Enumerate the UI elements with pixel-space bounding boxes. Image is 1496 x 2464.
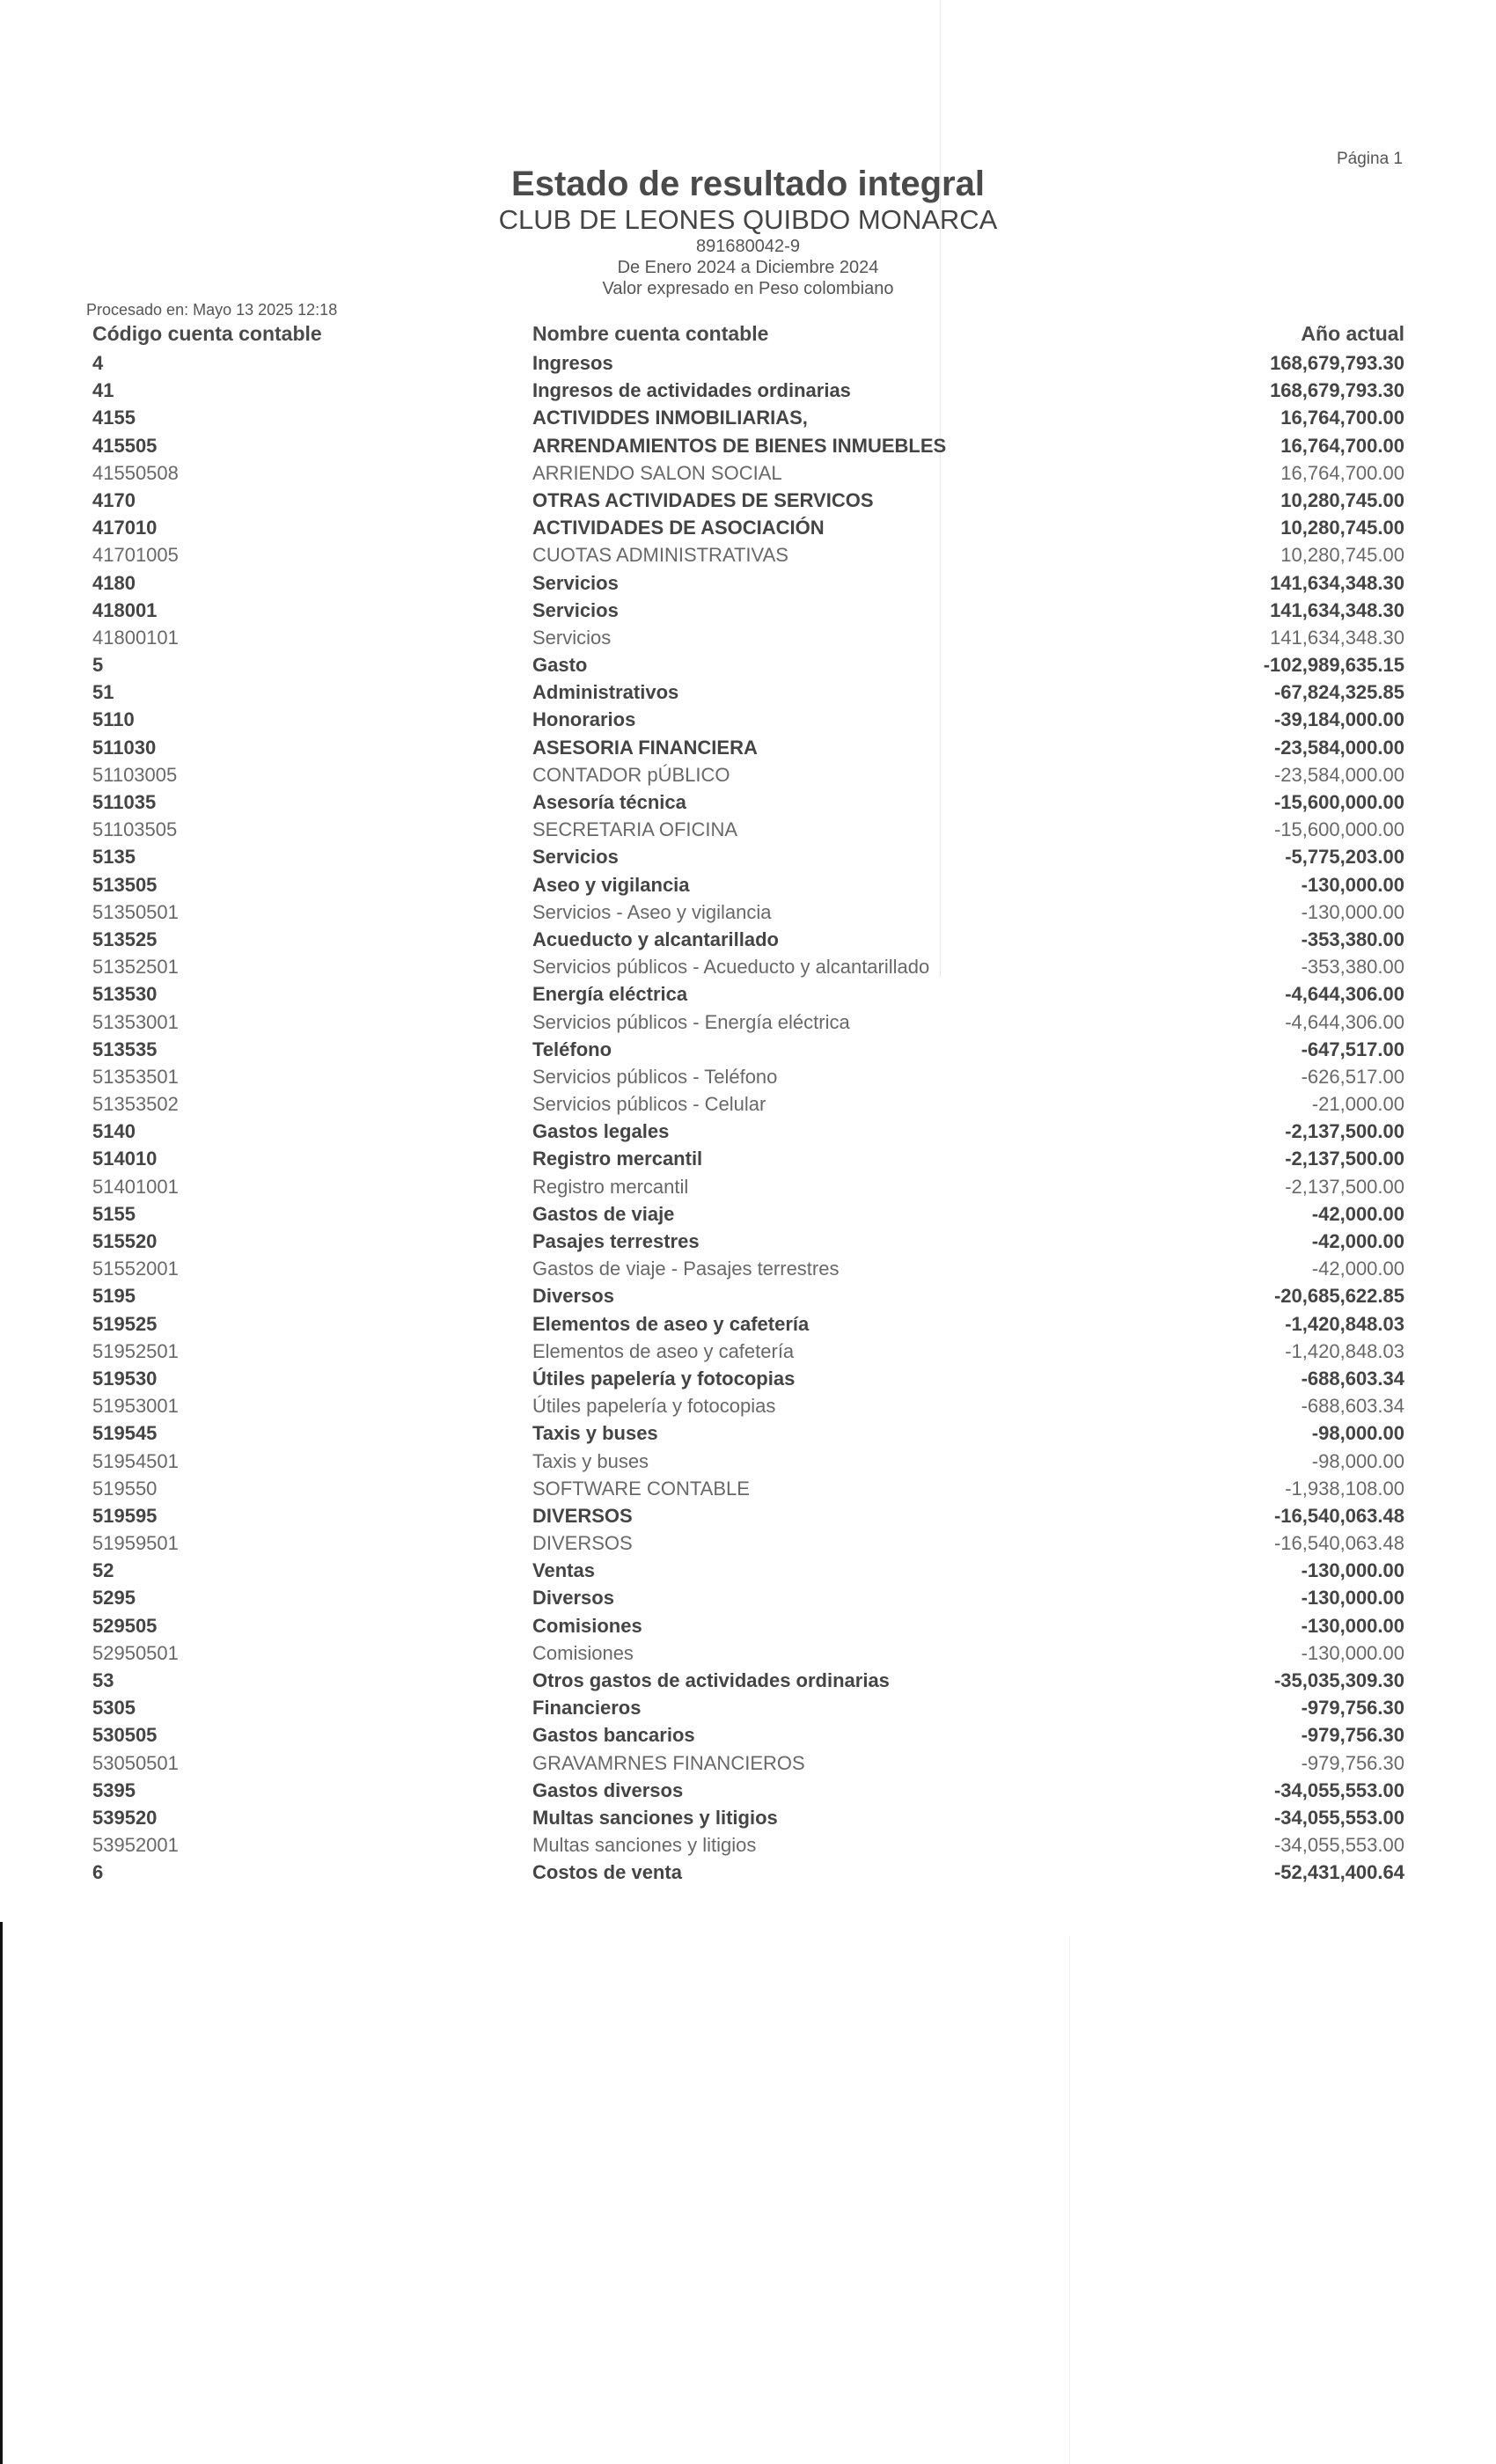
account-code: 513505 bbox=[92, 873, 158, 896]
account-value: -42,000.00 bbox=[1311, 1230, 1404, 1252]
account-code: 519525 bbox=[92, 1312, 158, 1335]
account-value: -688,603.34 bbox=[1301, 1367, 1404, 1390]
account-code: 417010 bbox=[92, 517, 158, 539]
account-name: Servicios bbox=[532, 846, 619, 869]
account-name: Multas sanciones y litigios bbox=[532, 1834, 757, 1857]
account-code: 51959501 bbox=[92, 1532, 179, 1555]
account-name: ASESORIA FINANCIERA bbox=[532, 736, 758, 759]
account-value: -353,380.00 bbox=[1301, 956, 1404, 979]
table-row bbox=[0, 788, 1496, 816]
account-name: Servicios públicos - Acueducto y alcantarillado bbox=[532, 956, 930, 979]
account-value: -39,184,000.00 bbox=[1273, 708, 1404, 731]
account-name: Servicios públicos - Celular bbox=[532, 1093, 766, 1116]
account-code: 530505 bbox=[92, 1724, 158, 1747]
table-row bbox=[0, 843, 1496, 870]
table-row bbox=[0, 871, 1496, 898]
account-name: Gastos de viaje - Pasajes terrestres bbox=[532, 1258, 840, 1280]
account-value: -98,000.00 bbox=[1311, 1422, 1404, 1445]
account-code: 529505 bbox=[92, 1614, 158, 1637]
account-code: 5140 bbox=[92, 1120, 136, 1143]
account-code: 5395 bbox=[92, 1778, 136, 1801]
table-row bbox=[0, 569, 1496, 597]
account-name: Teléfono bbox=[532, 1038, 612, 1060]
table-row bbox=[0, 1090, 1496, 1118]
account-name: Multas sanciones y litigios bbox=[532, 1806, 778, 1829]
account-name: ARRENDAMIENTOS DE BIENES INMUEBLES bbox=[532, 434, 947, 457]
column-header-code: Código cuenta contable bbox=[92, 322, 322, 345]
table-row bbox=[0, 459, 1496, 487]
table-row bbox=[0, 1310, 1496, 1338]
account-name: Elementos de aseo y cafetería bbox=[532, 1339, 795, 1362]
account-code: 51401001 bbox=[92, 1175, 179, 1198]
account-name: Pasajes terrestres bbox=[532, 1230, 700, 1252]
account-value: 10,280,745.00 bbox=[1280, 544, 1404, 567]
account-value: 141,634,348.30 bbox=[1270, 626, 1404, 649]
table-row bbox=[0, 1831, 1496, 1859]
account-code: 53050501 bbox=[92, 1751, 179, 1774]
table-row bbox=[0, 1419, 1496, 1447]
account-code: 51552001 bbox=[92, 1258, 179, 1280]
account-value: -2,137,500.00 bbox=[1285, 1120, 1404, 1143]
account-name: Servicios bbox=[532, 626, 612, 649]
account-value: -16,540,063.48 bbox=[1273, 1504, 1404, 1527]
account-name: Servicios bbox=[532, 571, 619, 594]
table-row bbox=[0, 1475, 1496, 1502]
table-row bbox=[0, 597, 1496, 624]
column-header-value: Año actual bbox=[1301, 322, 1404, 345]
account-code: 51 bbox=[92, 681, 114, 704]
account-name: Servicios - Aseo y vigilancia bbox=[532, 900, 772, 923]
account-value: -5,775,203.00 bbox=[1285, 846, 1404, 869]
account-value: -2,137,500.00 bbox=[1285, 1148, 1404, 1170]
account-code: 5295 bbox=[92, 1587, 136, 1610]
table-row bbox=[0, 1365, 1496, 1392]
account-value: -20,685,622.85 bbox=[1273, 1285, 1404, 1308]
table-row bbox=[0, 1804, 1496, 1831]
table-row bbox=[0, 953, 1496, 980]
account-code: 51103505 bbox=[92, 818, 178, 841]
account-name: Gastos legales bbox=[532, 1120, 670, 1143]
account-value: -15,600,000.00 bbox=[1273, 818, 1404, 841]
account-code: 51953001 bbox=[92, 1395, 179, 1418]
account-name: Ingresos de actividades ordinarias bbox=[532, 379, 851, 402]
account-value: -1,938,108.00 bbox=[1285, 1477, 1404, 1500]
account-code: 5195 bbox=[92, 1285, 136, 1308]
account-code: 5305 bbox=[92, 1697, 136, 1720]
scan-edge-mark bbox=[0, 1922, 3, 2464]
account-name: CONTADOR pÚBLICO bbox=[532, 763, 730, 786]
account-value: -688,603.34 bbox=[1301, 1395, 1404, 1418]
column-header-name: Nombre cuenta contable bbox=[532, 322, 769, 345]
account-name: Otros gastos de actividades ordinarias bbox=[532, 1669, 890, 1691]
account-value: -15,600,000.00 bbox=[1273, 791, 1404, 813]
table-row bbox=[0, 624, 1496, 651]
account-name: Administrativos bbox=[532, 681, 679, 704]
account-name: SECRETARIA OFICINA bbox=[532, 818, 738, 841]
account-value: -23,584,000.00 bbox=[1273, 763, 1404, 786]
account-code: 5135 bbox=[92, 846, 136, 869]
account-name: Servicios bbox=[532, 598, 619, 621]
account-code: 511030 bbox=[92, 736, 157, 759]
account-value: -35,035,309.30 bbox=[1273, 1669, 1404, 1691]
account-code: 519595 bbox=[92, 1504, 158, 1527]
account-name: Diversos bbox=[532, 1285, 614, 1308]
account-name: Ventas bbox=[532, 1559, 595, 1582]
account-table bbox=[0, 349, 1496, 1887]
table-row bbox=[0, 926, 1496, 953]
account-value: -42,000.00 bbox=[1311, 1202, 1404, 1225]
account-value: -42,000.00 bbox=[1311, 1258, 1404, 1280]
account-code: 41 bbox=[92, 379, 114, 402]
account-name: Financieros bbox=[532, 1697, 642, 1720]
account-value: 168,679,793.30 bbox=[1270, 379, 1404, 402]
account-value: -130,000.00 bbox=[1301, 1587, 1404, 1610]
table-row bbox=[0, 1612, 1496, 1639]
account-code: 51353501 bbox=[92, 1065, 179, 1088]
scan-fold-line bbox=[1069, 1936, 1070, 2464]
account-value: -23,584,000.00 bbox=[1273, 736, 1404, 759]
account-value: -130,000.00 bbox=[1301, 1614, 1404, 1637]
account-code: 51353502 bbox=[92, 1093, 179, 1116]
account-code: 519550 bbox=[92, 1477, 158, 1500]
account-code: 415505 bbox=[92, 434, 158, 457]
account-value: -102,989,635.15 bbox=[1263, 654, 1404, 677]
account-value: -979,756.30 bbox=[1301, 1697, 1404, 1720]
table-row bbox=[0, 1639, 1496, 1667]
account-code: 4 bbox=[92, 352, 104, 374]
account-name: Gastos bancarios bbox=[532, 1724, 695, 1747]
account-name: Registro mercantil bbox=[532, 1148, 703, 1170]
account-value: -34,055,553.00 bbox=[1273, 1778, 1404, 1801]
table-row bbox=[0, 706, 1496, 733]
table-row bbox=[0, 1063, 1496, 1090]
account-code: 41701005 bbox=[92, 544, 179, 567]
account-code: 539520 bbox=[92, 1806, 158, 1829]
account-code: 4170 bbox=[92, 488, 136, 511]
account-code: 53952001 bbox=[92, 1834, 179, 1857]
account-value: -353,380.00 bbox=[1301, 928, 1404, 950]
account-value: 10,280,745.00 bbox=[1280, 517, 1404, 539]
account-code: 51352501 bbox=[92, 956, 179, 979]
account-value: 168,679,793.30 bbox=[1270, 352, 1404, 374]
account-code: 51954501 bbox=[92, 1449, 179, 1472]
account-code: 51350501 bbox=[92, 900, 179, 923]
account-name: Honorarios bbox=[532, 708, 636, 731]
account-name: DIVERSOS bbox=[532, 1532, 633, 1555]
account-code: 513530 bbox=[92, 983, 158, 1006]
page-number: Página 1 bbox=[1336, 150, 1403, 168]
table-row bbox=[0, 541, 1496, 568]
table-row bbox=[0, 349, 1496, 377]
account-code: 5110 bbox=[92, 708, 135, 731]
table-row bbox=[0, 1777, 1496, 1804]
processed-timestamp: Procesado en: Mayo 13 2025 12:18 bbox=[86, 301, 338, 319]
table-row bbox=[0, 1694, 1496, 1721]
table-row bbox=[0, 487, 1496, 514]
account-code: 513535 bbox=[92, 1038, 158, 1060]
report-title: Estado de resultado integral bbox=[511, 165, 985, 203]
account-value: -130,000.00 bbox=[1301, 1559, 1404, 1582]
account-name: Útiles papelería y fotocopias bbox=[532, 1395, 776, 1418]
table-row bbox=[0, 898, 1496, 926]
account-code: 52950501 bbox=[92, 1641, 179, 1664]
account-code: 515520 bbox=[92, 1230, 158, 1252]
account-value: 141,634,348.30 bbox=[1270, 598, 1404, 621]
account-code: 51103005 bbox=[92, 763, 178, 786]
table-row bbox=[0, 1200, 1496, 1228]
account-value: -4,644,306.00 bbox=[1285, 1010, 1404, 1033]
account-value: -2,137,500.00 bbox=[1285, 1175, 1404, 1198]
account-name: DIVERSOS bbox=[532, 1504, 633, 1527]
account-name: Elementos de aseo y cafetería bbox=[532, 1312, 810, 1335]
account-code: 53 bbox=[92, 1669, 114, 1691]
account-value: -647,517.00 bbox=[1301, 1038, 1404, 1060]
account-value: 10,280,745.00 bbox=[1280, 488, 1404, 511]
table-row bbox=[0, 1173, 1496, 1200]
account-name: Gastos de viaje bbox=[532, 1202, 675, 1225]
account-code: 51952501 bbox=[92, 1339, 179, 1362]
account-name: Servicios públicos - Energía eléctrica bbox=[532, 1010, 850, 1033]
account-name: ACTIVIDADES DE ASOCIACIÓN bbox=[532, 517, 825, 539]
table-row bbox=[0, 980, 1496, 1008]
account-code: 418001 bbox=[92, 598, 158, 621]
account-value: -130,000.00 bbox=[1301, 900, 1404, 923]
account-name: CUOTAS ADMINISTRATIVAS bbox=[532, 544, 788, 567]
account-code: 4155 bbox=[92, 407, 136, 429]
table-row bbox=[0, 1448, 1496, 1475]
account-code: 6 bbox=[92, 1861, 104, 1884]
account-code: 5155 bbox=[92, 1202, 136, 1225]
account-value: -130,000.00 bbox=[1301, 1641, 1404, 1664]
account-name: Asesoría técnica bbox=[532, 791, 686, 813]
account-value: -98,000.00 bbox=[1311, 1449, 1404, 1472]
account-code: 52 bbox=[92, 1559, 114, 1582]
account-value: -4,644,306.00 bbox=[1285, 983, 1404, 1006]
table-row bbox=[0, 734, 1496, 761]
account-value: 16,764,700.00 bbox=[1280, 434, 1404, 457]
account-name: Diversos bbox=[532, 1587, 614, 1610]
table-row bbox=[0, 432, 1496, 459]
account-name: Energía eléctrica bbox=[532, 983, 688, 1006]
table-row bbox=[0, 1584, 1496, 1611]
account-value: -130,000.00 bbox=[1301, 873, 1404, 896]
account-value: 16,764,700.00 bbox=[1280, 461, 1404, 484]
account-name: OTRAS ACTIVIDADES DE SERVICOS bbox=[532, 488, 874, 511]
organization-nit: 891680042-9 bbox=[696, 237, 800, 256]
account-name: Útiles papelería y fotocopias bbox=[532, 1367, 796, 1390]
account-name: GRAVAMRNES FINANCIEROS bbox=[532, 1751, 805, 1774]
account-code: 41550508 bbox=[92, 461, 179, 484]
table-row bbox=[0, 514, 1496, 541]
account-code: 4180 bbox=[92, 571, 136, 594]
table-row bbox=[0, 1749, 1496, 1777]
account-name: Gastos diversos bbox=[532, 1778, 684, 1801]
account-name: Acueducto y alcantarillado bbox=[532, 928, 779, 950]
account-value: -1,420,848.03 bbox=[1285, 1339, 1404, 1362]
table-row bbox=[0, 1667, 1496, 1694]
account-value: 16,764,700.00 bbox=[1280, 407, 1404, 429]
table-row bbox=[0, 1228, 1496, 1255]
account-name: ACTIVIDDES INMOBILIARIAS, bbox=[532, 407, 808, 429]
account-value: -626,517.00 bbox=[1301, 1065, 1404, 1088]
table-row bbox=[0, 761, 1496, 788]
account-name: Costos de venta bbox=[532, 1861, 682, 1884]
account-code: 51353001 bbox=[92, 1010, 179, 1033]
account-name: Registro mercantil bbox=[532, 1175, 689, 1198]
report-header bbox=[0, 164, 1496, 299]
table-row bbox=[0, 1282, 1496, 1309]
account-name: Gasto bbox=[532, 654, 588, 677]
table-row bbox=[0, 678, 1496, 706]
account-value: -979,756.30 bbox=[1301, 1751, 1404, 1774]
table-row bbox=[0, 1557, 1496, 1584]
table-row bbox=[0, 1008, 1496, 1036]
account-name: Aseo y vigilancia bbox=[532, 873, 690, 896]
account-name: ARRIENDO SALON SOCIAL bbox=[532, 461, 782, 484]
table-row bbox=[0, 1721, 1496, 1749]
account-code: 41800101 bbox=[92, 626, 179, 649]
table-row bbox=[0, 1255, 1496, 1282]
account-name: Comisiones bbox=[532, 1641, 634, 1664]
account-value: -34,055,553.00 bbox=[1273, 1834, 1404, 1857]
organization-name: CLUB DE LEONES QUIBDO MONARCA bbox=[498, 204, 998, 235]
table-row bbox=[0, 1502, 1496, 1529]
account-name: Taxis y buses bbox=[532, 1422, 658, 1445]
account-value: -52,431,400.64 bbox=[1273, 1861, 1404, 1884]
account-name: Taxis y buses bbox=[532, 1449, 649, 1472]
account-value: -16,540,063.48 bbox=[1273, 1532, 1404, 1555]
table-row bbox=[0, 404, 1496, 431]
account-code: 513525 bbox=[92, 928, 158, 950]
table-row bbox=[0, 377, 1496, 404]
table-row bbox=[0, 1529, 1496, 1557]
account-value: -1,420,848.03 bbox=[1285, 1312, 1404, 1335]
currency-note: Valor expresado en Peso colombiano bbox=[602, 279, 894, 298]
table-row bbox=[0, 1145, 1496, 1172]
table-row bbox=[0, 1859, 1496, 1886]
account-value: -979,756.30 bbox=[1301, 1724, 1404, 1747]
table-row bbox=[0, 816, 1496, 843]
table-row bbox=[0, 1118, 1496, 1145]
table-row bbox=[0, 1036, 1496, 1063]
account-name: Comisiones bbox=[532, 1614, 642, 1637]
table-row bbox=[0, 1392, 1496, 1419]
account-value: 141,634,348.30 bbox=[1270, 571, 1404, 594]
account-code: 519530 bbox=[92, 1367, 158, 1390]
account-code: 5 bbox=[92, 654, 104, 677]
account-name: SOFTWARE CONTABLE bbox=[532, 1477, 750, 1500]
table-row bbox=[0, 1338, 1496, 1365]
account-name: Servicios públicos - Teléfono bbox=[532, 1065, 778, 1088]
account-code: 519545 bbox=[92, 1422, 158, 1445]
account-code: 511035 bbox=[92, 791, 157, 813]
account-value: -34,055,553.00 bbox=[1273, 1806, 1404, 1829]
table-row bbox=[0, 651, 1496, 678]
account-value: -67,824,325.85 bbox=[1273, 681, 1404, 704]
account-name: Ingresos bbox=[532, 352, 613, 374]
account-value: -21,000.00 bbox=[1311, 1093, 1404, 1116]
account-code: 514010 bbox=[92, 1148, 158, 1170]
report-period: De Enero 2024 a Diciembre 2024 bbox=[617, 258, 879, 277]
